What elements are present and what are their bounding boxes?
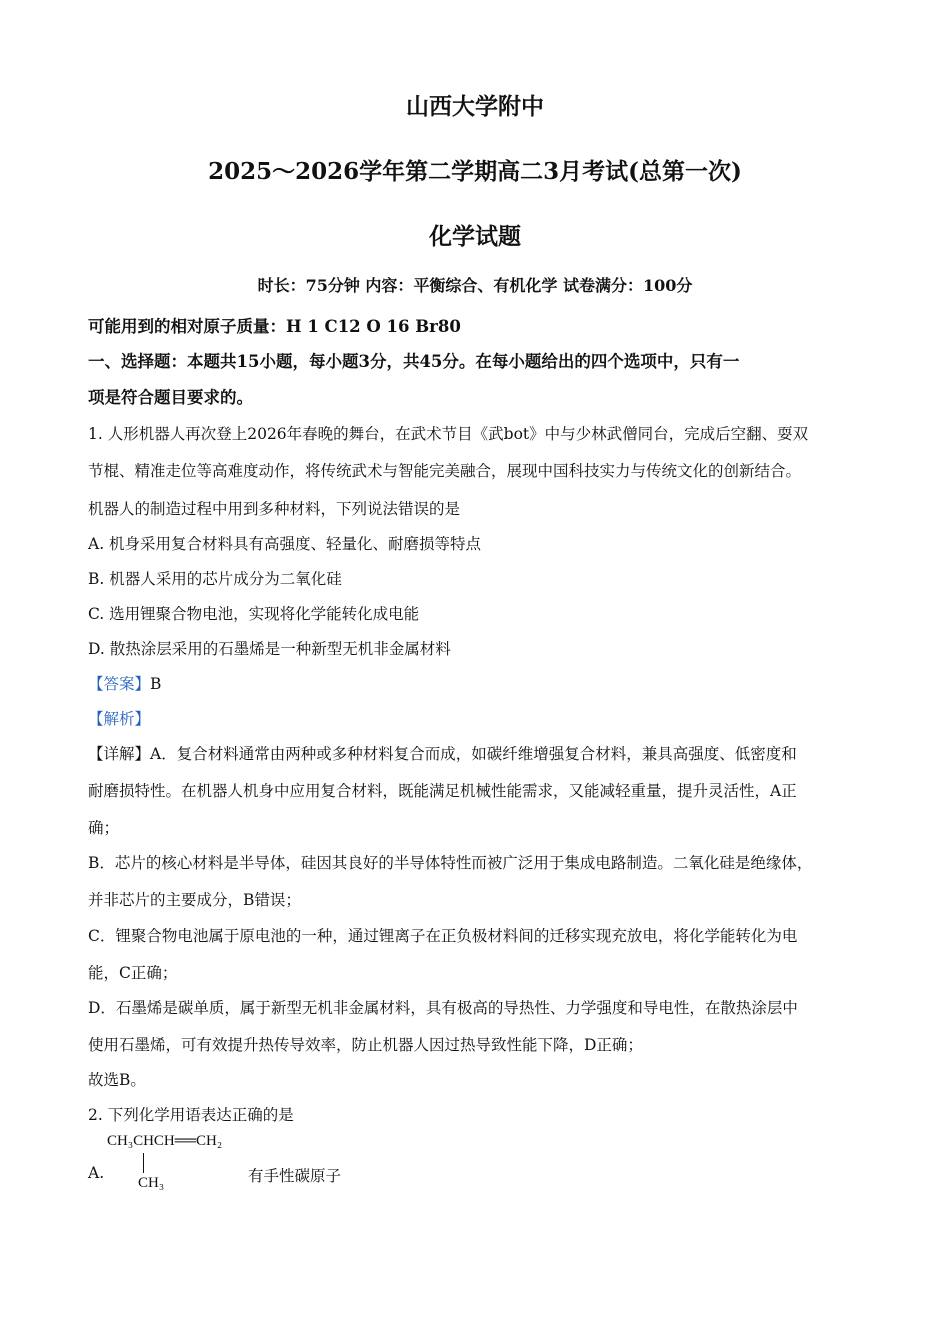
q1-option-d: D. 散热涂层采用的石墨烯是一种新型无机非金属材料 (88, 640, 451, 658)
q1-stem-line1: 1. 人形机器人再次登上2026年春晚的舞台，在武术节目《武bot》中与少林武僧同台，完成后空翻、耍双 (88, 425, 809, 443)
q1-option-a: A. 机身采用复合材料具有高强度、轻量化、耐磨损等特点 (88, 535, 482, 553)
q1-detail-d-line1: D．石墨烯是碳单质，属于新型无机非金属材料，具有极高的导热性、力学强度和导电性，在散热涂层中 (88, 999, 798, 1017)
q1-stem-line3: 机器人的制造过程中用到多种材料，下列说法错误的是 (88, 500, 461, 518)
q2-formula-bond (143, 1153, 144, 1173)
q1-detail-c-line1: C．锂聚合物电池属于原电池的一种，通过锂离子在正负极材料间的迁移实现充放电，将化学能转化为电 (88, 927, 798, 945)
answer-tag: 【答案】 (88, 675, 151, 693)
atomic-masses: 可能用到的相对原子质量：H 1 C12 O 16 Br80 (88, 317, 461, 336)
school-title: 山西大学附中 (406, 93, 544, 120)
q1-detail-a-line2: 耐磨损特性。在机器人机身中应用复合材料，既能满足机械性能需求，又能减轻重量，提升灵活性，A正 (88, 782, 797, 800)
q1-detail-a-line3: 确； (88, 819, 120, 837)
section-heading-line2: 项是符合题目要求的。 (88, 388, 253, 407)
q1-detail-b-line2: 并非芯片的主要成分，B错误； (88, 891, 301, 909)
q1-answer (88, 672, 161, 694)
q1-detail-a-line1: 【详解】A．复合材料通常由两种或多种材料复合而成，如碳纤维增强复合材料，兼具高强度、低密度和 (88, 745, 797, 763)
q2-option-a-label: A. (88, 1164, 105, 1182)
q2-option-a-text: 有手性碳原子 (248, 1167, 342, 1185)
q2-formula-branch: CH₃ (138, 1175, 165, 1191)
q2-stem: 2. 下列化学用语表达正确的是 (88, 1106, 294, 1124)
q2-formula-main: CH₃CHCH══CH₂ (107, 1133, 223, 1149)
answer-value: B (150, 675, 162, 693)
q1-detail-c-line2: 能，C正确； (88, 964, 178, 982)
exam-meta: 时长：75分钟 内容：平衡综合、有机化学 试卷满分：100分 (257, 276, 693, 295)
exam-title: 2025～2026学年第二学期高二3月考试(总第一次) (208, 158, 742, 185)
section-heading-line1: 一、选择题：本题共15小题，每小题3分，共45分。在每小题给出的四个选项中，只有一 (88, 352, 740, 371)
q1-option-b: B. 机器人采用的芯片成分为二氧化硅 (88, 570, 342, 588)
analysis-tag: 【解析】 (88, 710, 151, 728)
q1-conclusion: 故选B。 (88, 1071, 146, 1089)
q1-stem-line2: 节棍、精准走位等高难度动作，将传统武术与智能完美融合，展现中国科技实力与传统文化的创新结合。 (88, 462, 802, 480)
q1-option-c: C. 选用锂聚合物电池，实现将化学能转化成电能 (88, 605, 420, 623)
detail-tag: 【详解】 (88, 745, 151, 763)
subject-title: 化学试题 (429, 223, 521, 250)
q1-detail-d-line2: 使用石墨烯，可有效提升热传导效率，防止机器人因过热导致性能下降，D正确； (88, 1036, 643, 1054)
q1-detail-b-line1: B．芯片的核心材料是半导体，硅因其良好的半导体特性而被广泛用于集成电路制造。二氧化硅是绝缘体， (88, 854, 813, 872)
